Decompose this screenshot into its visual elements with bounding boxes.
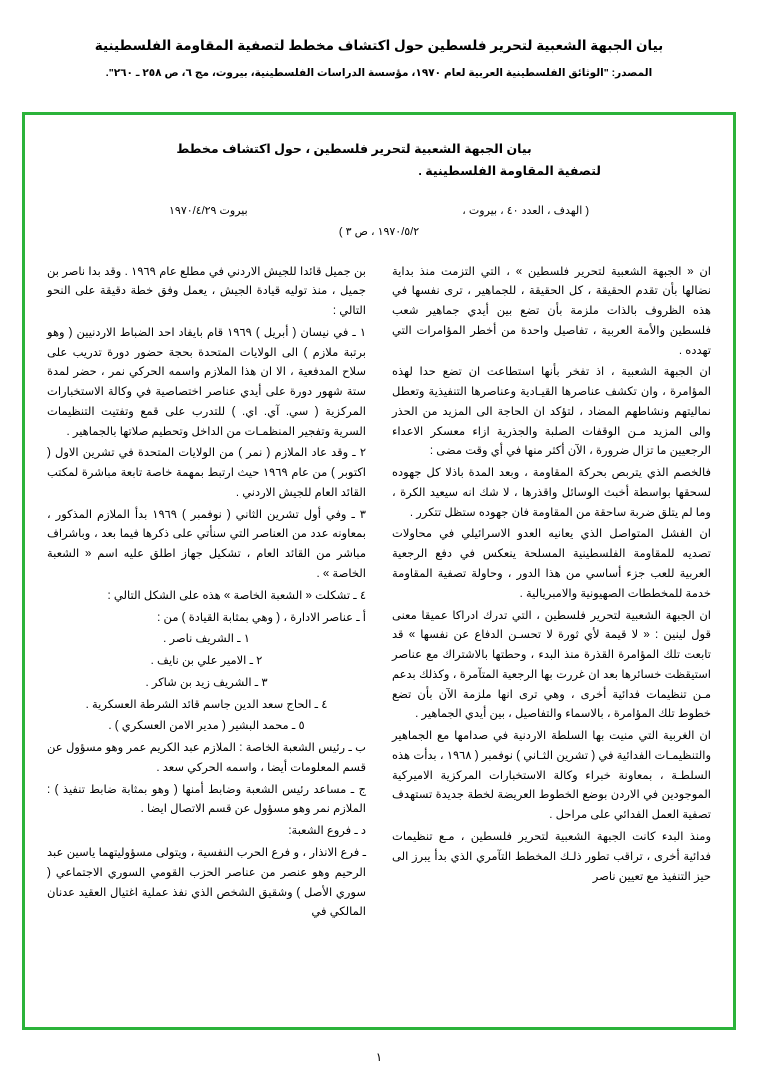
paragraph: ١ ـ في نيسان ( أبريل ) ١٩٦٩ قام بايفاد احد الضباط الاردنيين ( وهو برتبة ملازم ) الى الولايات المتحدة بحجة حضور دورة تدريب على سلاح المدفعية ، الا ان هذا الملازم واسمه الحركي نمر ، حضر لمدة ستة شهور دورة على أيدي عناصر اختصاصية في وكالة الاستخبارات المركزية ( سي. آي. اي. ) للتدرب على قمع وتفتيت التنظيمات السرية وتفجير المنظمـات من الداخل وتحطيم صلاتها بالجماهير . <box>47 326 366 438</box>
paragraph: ان « الجبهة الشعبية لتحرير فلسطين » ، التي التزمت منذ بداية نضالها بأن تقدم الحقيقة ، كل الحقيقة ، للجماهير ، ترى نفسها في هذه الظروف بالذات ملزمة بأن تضع بين أيدي جماهير شعب فلسطين والأمة العربية ، تفاصيل واحدة من أخطر المؤامرات التي تهدده . <box>392 265 711 357</box>
page-title: بيان الجبهة الشعبية لتحرير فلسطين حول اكتشاف مخطط لتصفية المقاومة الفلسطينية <box>94 38 664 53</box>
paragraph: ـ فرع الانذار ، و فرع الحرب النفسية ، ويتولى مسؤوليتهما ياسين عبد الرحيم وهو عنصر من عناصر الحزب القومي السوري الاجتماعي ( سوري الأصل ) وشقيق الشخص الذي نفذ عملية اغتيال العقيد عدنان المالكي في <box>47 846 366 919</box>
meta-publication: ( الهدف ، العدد ٤٠ ، بيروت ، <box>462 204 589 217</box>
lead-title-line-2: لتصفية المقاومة الفلسطينية . <box>418 163 601 178</box>
paragraph: ٢ ـ وقد عاد الملازم ( نمر ) من الولايات المتحدة في تشرين الاول ( اكتوبر ) من عام ١٩٦٩ حيث ارتبط بمهمة خاصة تابعة مباشرة لمكتب القائد العام للجيش الاردني . <box>47 447 367 499</box>
paragraph: ان الجبهة الشعبية لتحرير فلسطين ، التي تدرك ادراكا عميقا معنى قول لينين : « لا قيمة لأي ثورة لا تحسـن الدفاع عن نفسها » قد تابعت تلك المؤامرة القذرة منذ البدء ، وحطتها بالاشتراك مع عناصر استيقظت خسائرها بعد ان غررت بها الرجعية المتآمرة ، وكذلك بدعم مـن تنظيمات فدائية أخرى ، وهي ترى انها ملزمة الآن بأن تضع خطوط تلك المؤامرة ، بالاسماء والتفاصيل ، بين أيدي الجماهير . <box>392 609 711 721</box>
list-item: ٢ ـ الامير علي بن نايف . <box>150 655 263 668</box>
column-right <box>392 263 711 926</box>
meta-place-date: بيروت ١٩٧٠/٤/٢٩ <box>169 204 248 217</box>
meta-issue-date: ١٩٧٠/٥/٢ ، ص ٣ ) <box>338 225 420 238</box>
paragraph: ان الجبهة الشعبية ، اذ تفخر بأنها استطاعت ان تضع حدا لهذه المؤامرة ، وان تكشف عناصرها القيـادية وعناصرها التنفيذية وتعطل نماليتهم ونشاطهم المضاد ، لتؤكد ان الحاجة الى المزيد من الحذر والى المزيد مـن الوقفات الصلبة والجذرية ازاء معسكر الاعداء الرجعيين ما تزال ضرورة ، الآن أكثر منها في أي وقت مضى : <box>392 366 711 458</box>
content-frame <box>22 112 736 1030</box>
document-meta <box>47 201 711 243</box>
page-number: ١ <box>375 1050 383 1064</box>
list-item: ١ ـ الشريف ناصر . <box>163 633 250 646</box>
document-lead-title <box>47 139 711 183</box>
paragraph: ان الغربية التي منيت بها السلطة الاردنية في صدامها مع الجماهير والتنظيمـات الفدائية في ( تشرين الثـاني ) نوفمبر ( ١٩٦٨ ، بدأت هذه السلطـة ، بمعاونة خبراء وكالة الاستخبارات المركزية الاميركية الموجودين في الاردن بوضع الخطوط العريضة لخطة جديدة تستهدف تصفية العمل الفدائي على مراحل . <box>392 730 712 822</box>
paragraph: فالخصم الذي يتربص بحركة المقاومة ، وبعد المدة باذلا كل جهوده لسحقها بواسطة أخبث الوسائل واقذرها ، لا شك انه سيعيد الكرة ، وما لم يتلق ضربة ساحقة من المقاومة فان جهوده ستظل تتكرر . <box>392 467 711 519</box>
paragraph: ب ـ رئيس الشعبة الخاصة : الملازم عبد الكريم عمر وهو مسؤول عن قسم المعلومات أيضا ، واسمه الحركي سعد . <box>47 742 366 774</box>
column-left <box>47 263 366 926</box>
paragraph: أ ـ عناصر الادارة ، ( وهي بمثابة القيادة ) من : <box>157 611 366 624</box>
body-columns <box>47 263 711 926</box>
paragraph: ان الفشل المتواصل الذي يعانيه العدو الاسرائيلي في محاولات تصديه للمقاومة الفلسطينية المسلحة ينعكس في دفع الرجعية العربية للعب جزء أساسي من هذا الدور ، وحاولة تصفية المقاومة خدمة للمخططات الصهيونية والامبريالية . <box>392 528 711 600</box>
document-header <box>0 0 758 82</box>
paragraph: ٤ ـ تشكلت « الشعبة الخاصة » هذه على الشكل التالي : <box>107 589 366 602</box>
list-item: ٣ ـ الشريف زيد بن شاكر . <box>145 676 268 689</box>
source-line: المصدر: "الوثائق الفلسطينية العربية لعام ١٩٧٠، مؤسسة الدراسات الفلسطينية، بيروت، مج ٦، ص ٢٥٨ ـ ٢٦٠". <box>105 67 653 80</box>
paragraph: ٣ ـ وفي أول تشرين الثاني ( نوفمبر ) ١٩٦٩ بدأ الملازم المذكور ، بمعاونه عدد من العناصر التي سنأتي على ذكرها فيما بعد ، وباشراف مباشر من القائد العام ، تشكيل جهاز اطلق عليه اسم « الشعبة الخاصة » . <box>47 508 366 581</box>
paragraph: د ـ فروع الشعبة: <box>288 825 366 838</box>
paragraph: بن جميل قائدا للجيش الاردني في مطلع عام ١٩٦٩ . وقد بدا ناصر بن جميل ، منذ توليه قيادة الجيش ، يعمل وفق خطة دقيقة على النحو التالي : <box>47 265 366 318</box>
paragraph: ومنذ البدء كانت الجبهة الشعبية لتحرير فلسطين ، مـع تنظيمات فدائية أخرى ، تراقب تطور ذلـك المخطط التآمري الذي بدأ يبرز الى حيز التنفيذ مع تعيين ناصر <box>392 830 711 883</box>
lead-title-line-1: بيان الجبهة الشعبية لتحرير فلسطين ، حول اكتشاف مخطط <box>176 142 532 156</box>
list-item: ٤ ـ الحاج سعد الدين جاسم قائد الشرطة العسكرية . <box>85 698 328 711</box>
list-item: ٥ ـ محمد البشير ( مدير الامن العسكري ) . <box>108 720 305 733</box>
paragraph: ج ـ مساعد رئيس الشعبة وضابط أمنها ( وهو بمثابة ضابط تنفيذ ) : الملازم نمر وهو مسؤول عن قسم الاتصال ايضا . <box>47 783 366 816</box>
